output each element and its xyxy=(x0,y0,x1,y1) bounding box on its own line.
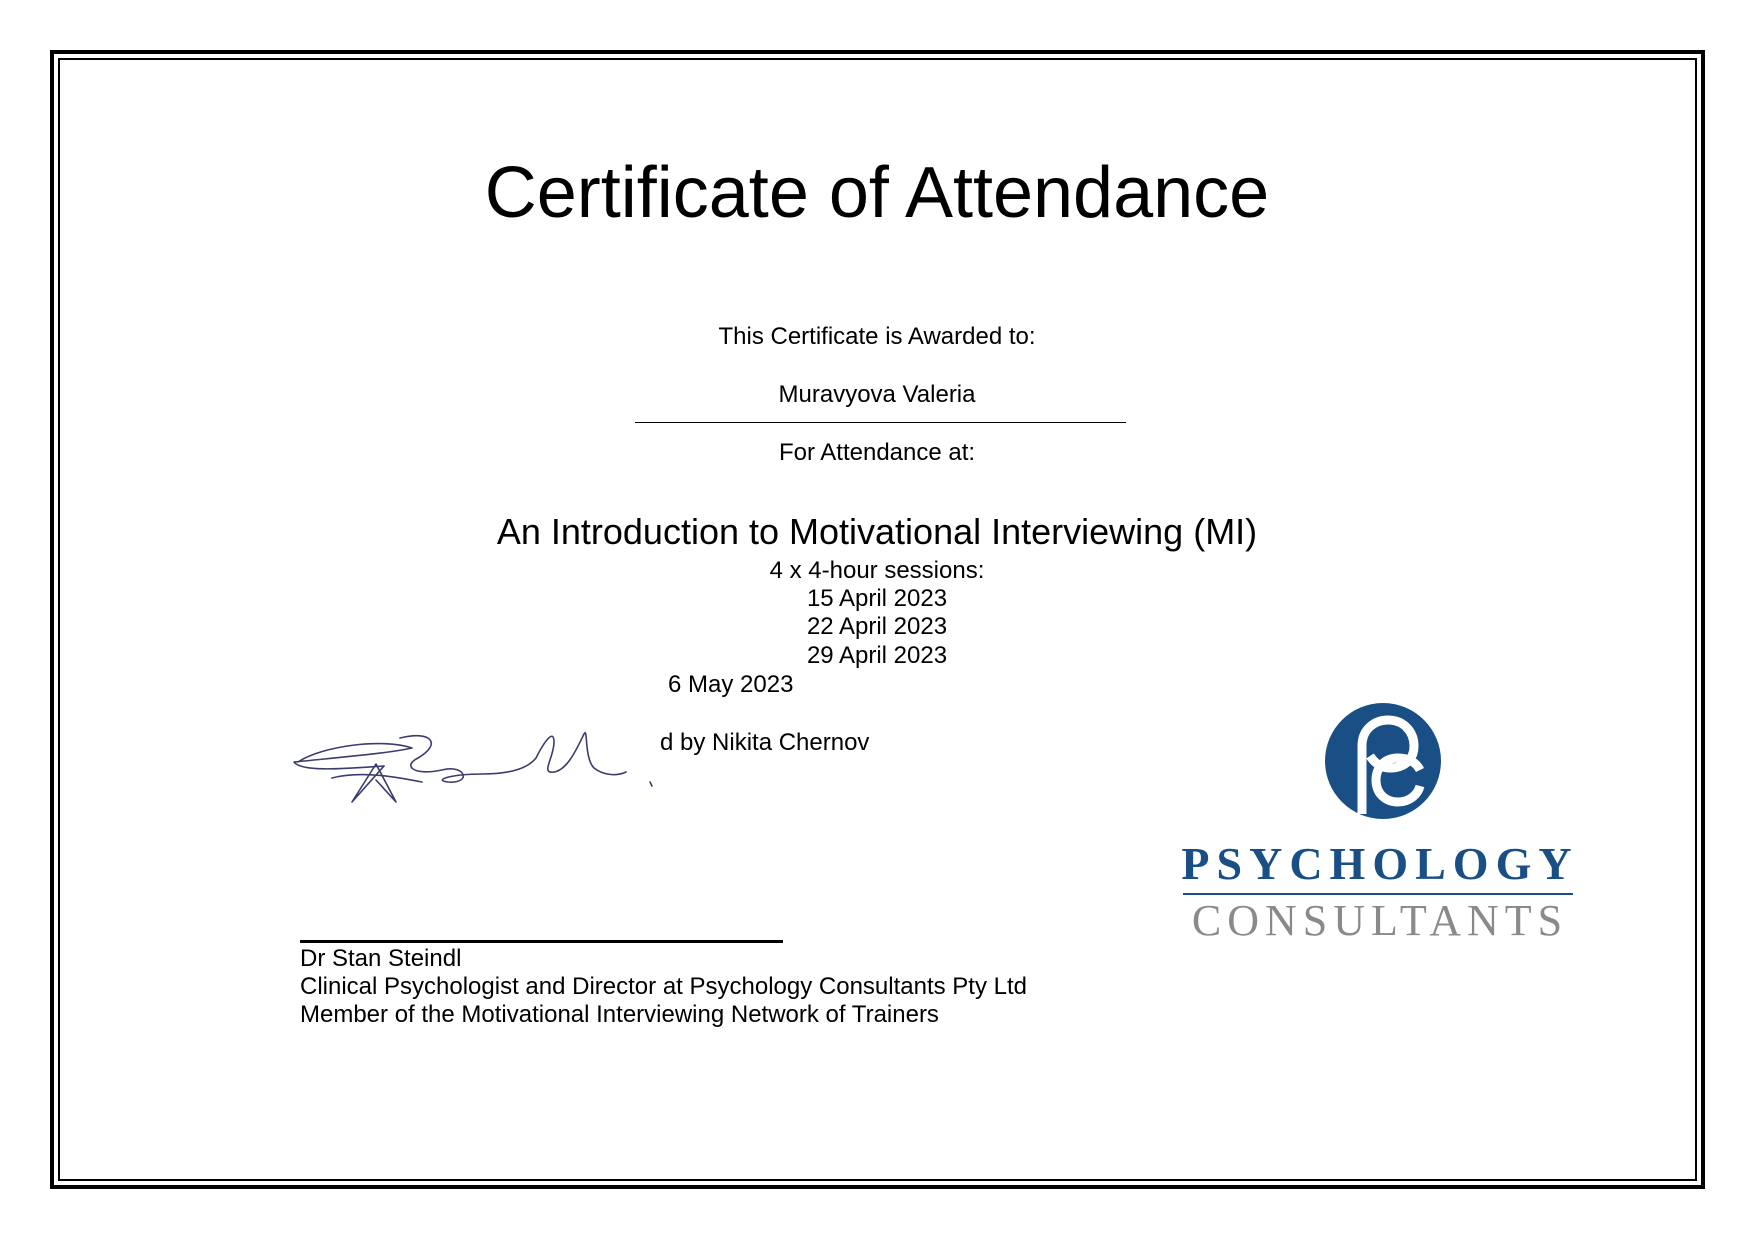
attendance-label: For Attendance at: xyxy=(778,439,976,466)
psychology-consultants-logo-icon xyxy=(1324,702,1442,820)
recipient-name-underline xyxy=(635,422,1126,423)
session-date-1: 15 April 2023 xyxy=(806,585,948,612)
recipient-name: Muravyova Valeria xyxy=(778,381,976,408)
session-date-3: 29 April 2023 xyxy=(806,642,948,669)
signatory-membership: Member of the Motivational Interviewing Network of Trainers xyxy=(300,1001,939,1028)
course-title: An Introduction to Motivational Interviewing (MI) xyxy=(496,511,1258,552)
logo-word-consultants: CONSULTANTS xyxy=(1191,896,1569,945)
sessions-label: 4 x 4-hour sessions: xyxy=(769,557,985,584)
logo-word-psychology: PSYCHOLOGY xyxy=(1181,838,1579,889)
signatory-role: Clinical Psychologist and Director at Psychology Consultants Pty Ltd xyxy=(300,973,1028,1000)
session-date-4: 6 May 2023 xyxy=(668,671,794,698)
signatory-name: Dr Stan Steindl xyxy=(300,945,462,972)
delivered-by: d by Nikita Chernov xyxy=(660,729,870,756)
awarded-to-label: This Certificate is Awarded to: xyxy=(718,323,1036,350)
certificate-title: Certificate of Attendance xyxy=(484,153,1270,233)
signature-image xyxy=(292,718,662,818)
signature-line xyxy=(300,940,783,943)
session-date-2: 22 April 2023 xyxy=(806,613,948,640)
